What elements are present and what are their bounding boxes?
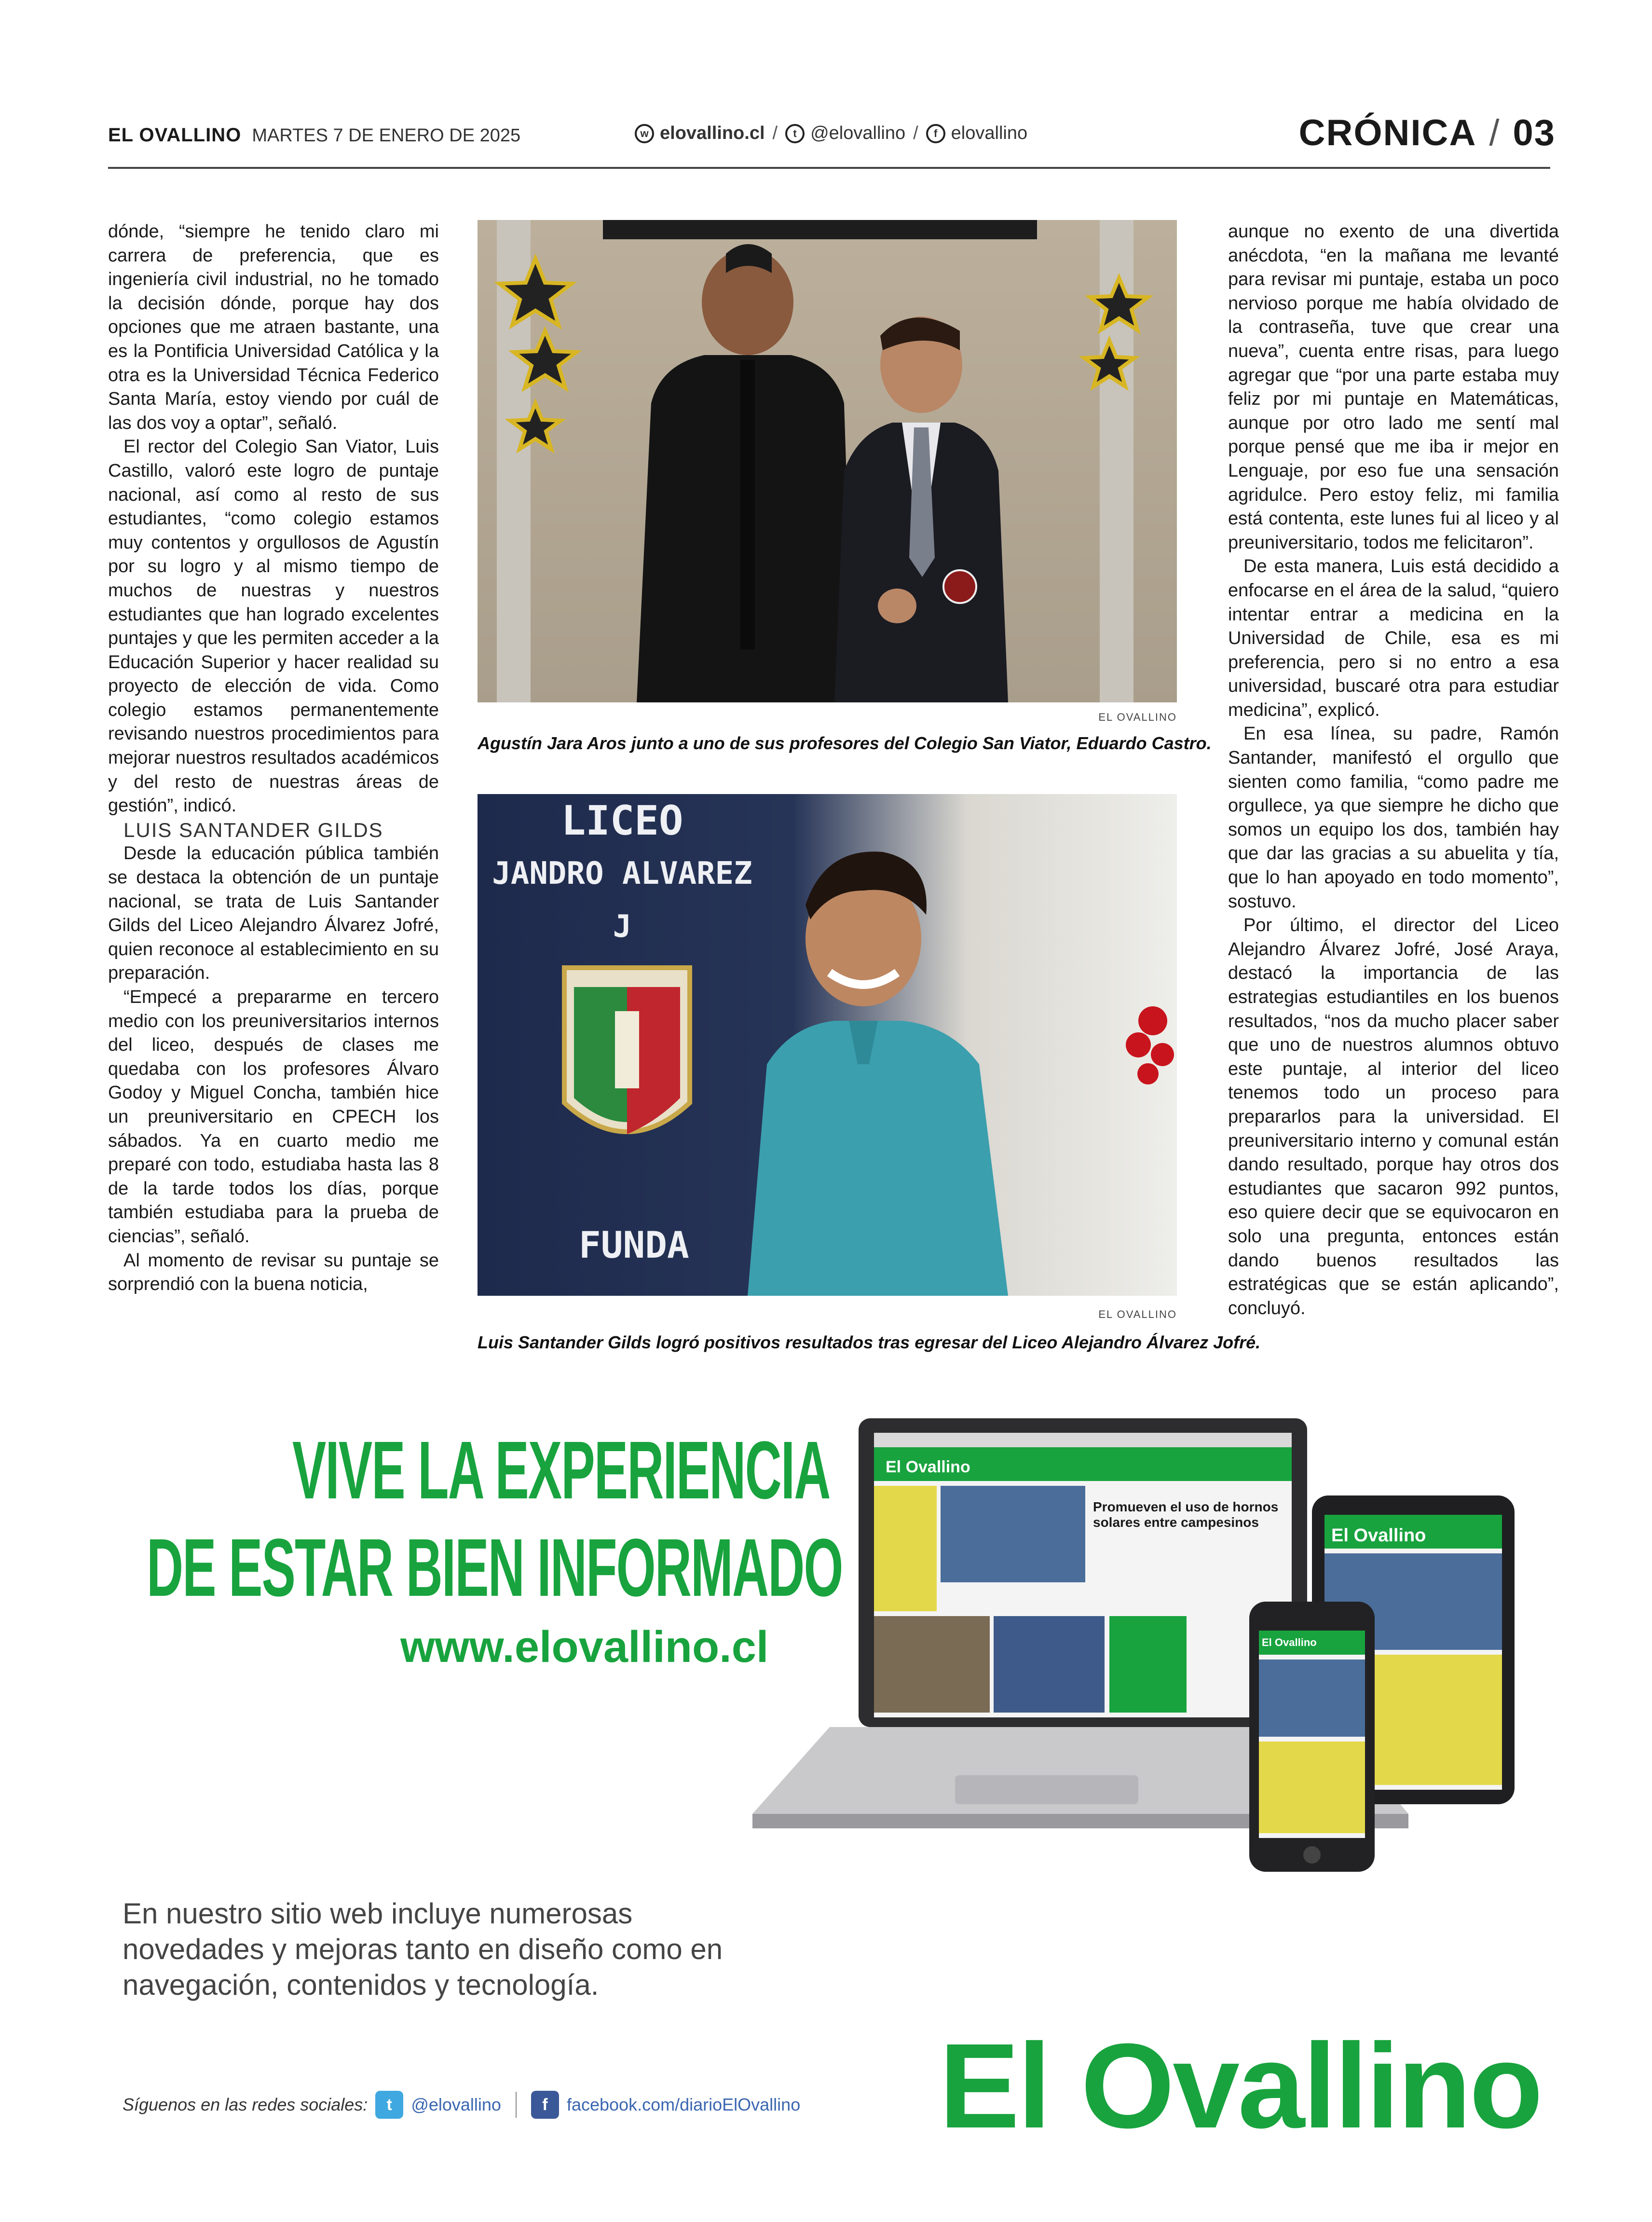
social-links — [123, 2091, 800, 2119]
devices-illustration — [685, 1409, 1553, 1920]
paragraph: Al momento de revisar su puntaje se sorprendió con la buena noticia, — [108, 1250, 439, 1295]
facebook-handle[interactable]: elovallino — [951, 123, 1028, 143]
separator: / — [1489, 112, 1501, 153]
ad-description: En nuestro sitio web incluye numerosas novedades y mejoras tanto en diseño como en navegación, contenidos y tecnología. — [123, 1897, 723, 2001]
article-column-left — [108, 220, 439, 1297]
twitter-link[interactable]: @elovallino — [411, 2095, 501, 2114]
header-links — [635, 123, 1027, 144]
paragraph: “Empecé a prepararme en tercero medio con los preuniversitarios internos del liceo, después de clases me quedaba con los profesores Álvaro Godoy y Miguel Concha, también hice un preuniversitario en CPECH los sábados. Ya en cuarto medio me preparé con todo, estudiaba hasta las 8 de la tarde todos los días, porque también estudiaba para la prueba de ciencias”, señaló. — [108, 987, 439, 1247]
divider — [516, 2092, 517, 2118]
photo-credit: EL OVALLINO — [1098, 711, 1177, 723]
issue-date: MARTES 7 DE ENERO DE 2025 — [252, 125, 521, 146]
ad-headline: VIVE LA EXPERIENCIA — [292, 1425, 830, 1516]
separator: / — [913, 123, 918, 143]
phone-screen-logo: El Ovallino — [1262, 1636, 1317, 1648]
banner-line: FUNDA — [579, 1223, 689, 1266]
paragraph: En esa línea, su padre, Ramón Santander, manifestó el orgullo que sienten como familia, “como padre me orgullece, ya que siempre he dicho que somos un equipo los dos, también hay que dar las gracias a su abuelita y tía, que lo han apoyado en todo momento”, sostuvo. — [1228, 724, 1559, 912]
masthead — [108, 124, 520, 146]
laptop-screen-headline: Promueven el uso de hornos solares entre campesinos — [1093, 1499, 1279, 1530]
header-rule — [108, 167, 1550, 169]
subheading: LUIS SANTANDER GILDS — [123, 818, 383, 841]
section-name: CRÓNICA — [1298, 112, 1477, 153]
paragraph: El rector del Colegio San Viator, Luis Castillo, valoró este logro de puntaje nacional, así como al resto de sus estudiantes, “como colegio estamos muy contentos y orgullosos de Agustín por su logro y al mismo tiempo de muchos de nuestras y nuestros estudiantes que han logrado excelentes puntajes y que les permiten acceder a la Educación Superior y hacer realidad su proyecto de elección de vida. Como colegio estamos permanentemente revisando nuestros procedimientos para mejorar nuestros resultados académicos y del resto de nuestras áreas de gestión”, indicó. — [108, 437, 439, 816]
paragraph: Por último, el director del Liceo Alejandro Álvarez Jofré, José Araya, destacó la importancia de las estrategias estudiantiles en los buenos resultados, “nos da mucho placer saber que uno de nuestros alumnos obtuvo este puntaje, al interior del liceo tenemos todo un proceso para prepararlos para la universidad. El preuniversitario interno y comunal están dando resultado, porque hay otros dos estudiantes que sacaron 992 puntos, eso quiere decir que se equivocaron en solo una pregunta, entonces están dando buenos resultados las estratégicas que se están aplicando”, concluyó. — [1228, 915, 1559, 1318]
tablet-screen-logo: El Ovallino — [1331, 1525, 1426, 1546]
facebook-icon: f — [926, 124, 945, 143]
paragraph: aunque no exento de una divertida anécdota, “en la mañana me levanté para revisar mi puntaje, estaba un poco nervioso porque me había olvidado de la contraseña, tuve que crear una nueva”, cuenta entre risas, para luego agregar que “por una parte estaba muy feliz por mi puntaje en Matemáticas, aunque por otro lado me sentí mal porque pensé que me iba ir mejor en Lenguaje, por eso fue una sensación agridulce. Pero estoy feliz, mi familia está contenta, este lunes fui al liceo y al preuniversitario, todos me felicitaron”. — [1228, 221, 1559, 553]
twitter-handle[interactable]: @elovallino — [810, 123, 906, 143]
web-icon: w — [635, 124, 654, 143]
banner-line: JANDRO ALVAREZ J — [492, 856, 752, 945]
facebook-link[interactable]: facebook.com/diarioElOvallino — [566, 2095, 801, 2114]
laptop-screen-logo: El Ovallino — [886, 1458, 970, 1476]
photo-credit: EL OVALLINO — [1098, 1308, 1177, 1320]
photo-student-liceo — [478, 794, 1177, 1296]
paragraph: De esta manera, Luis está decidido a enfocarse en el área de la salud, “quiero intentar entrar a medicina en la Universidad de Chile, esa es mi preferencia, pero si no entro a esa universidad, buscaré otra para estudiar medicina”, explicó. — [1228, 556, 1559, 720]
ad-website-link[interactable]: www.elovallino.cl — [400, 1622, 769, 1672]
paragraph: dónde, “siempre he tenido claro mi carrera de preferencia, que es ingeniería civil industrial, no he tomado la decisión dónde, porque hay dos opciones que me atraen bastante, una es la Pontificia Universidad Católica y la otra es la Universidad Técnica Federico Santa María, estoy viendo por cuál de las dos voy a optar”, señaló. — [108, 221, 439, 433]
brand-logo: El Ovallino — [939, 2018, 1541, 2153]
ad-headline: DE ESTAR BIEN INFORMADO — [147, 1522, 843, 1614]
facebook-icon: f — [531, 2091, 559, 2119]
photo-caption: Luis Santander Gilds logró positivos resultados tras egresar del Liceo Alejandro Álvarez Jofré. — [478, 1332, 1261, 1352]
page-number: 03 — [1513, 112, 1556, 153]
section-label — [1299, 112, 1556, 154]
banner-text — [487, 794, 757, 953]
twitter-icon: t — [785, 124, 805, 143]
paragraph: Desde la educación pública también se destaca la obtención de un puntaje nacional, se trata de Luis Santander Gilds del Liceo Alejandro Álvarez Jofré, quien reconoce al establecimiento en su preparación. — [108, 843, 439, 984]
twitter-icon: t — [375, 2091, 403, 2119]
website-link[interactable]: elovallino.cl — [660, 123, 765, 143]
photo-caption: Agustín Jara Aros junto a uno de sus profesores del Colegio San Viator, Eduardo Castro. — [478, 733, 1212, 753]
social-label: Síguenos en las redes sociales: — [123, 2095, 368, 2114]
photo-teacher-student — [478, 220, 1177, 702]
separator: / — [772, 123, 778, 143]
banner-line: LICEO — [561, 797, 683, 844]
photo-illustration — [478, 220, 1177, 702]
paper-name: EL OVALLINO — [108, 124, 242, 146]
article-column-right — [1228, 220, 1559, 1320]
